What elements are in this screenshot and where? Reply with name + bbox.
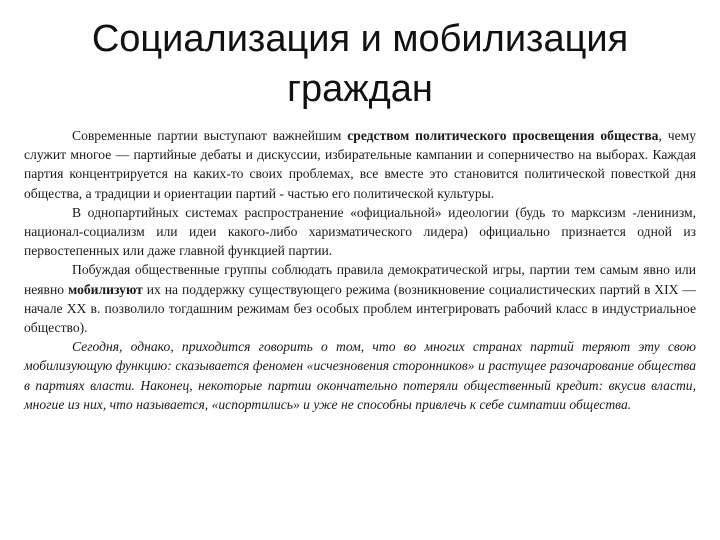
title-line-1: Социализация и мобилизация (91, 18, 629, 60)
paragraph-text: их на поддержку существующего режима (возникновение социалистических партий в XIX — начале XX в. позволило тогдашним режимам без особых проблем интегрировать рабочий класс в индустриальное общество). (24, 281, 697, 336)
paragraph-text: В однопартийных системах распространение «официальной» идеологии (будь то марксизм -ленинизм, национал-социализм или идеи какого-либо харизматического лидера) официально признается одной из первостепенных или даже главной функцией партии. (24, 204, 696, 259)
slide-title (0, 14, 720, 114)
emphasis-text: средством политического просвещения общества (347, 128, 659, 143)
emphasis-text: мобилизуют (68, 281, 143, 297)
paragraph-education (24, 126, 696, 203)
paragraph-text: , чему служит многое — партийные дебаты и дискуссии, избирательные кампании и соперничество на выборах. Каждая партия концентрируется на каких-то своих проблемах, все вместе это становится политической повесткой дня общества, а традиции и ориентации партий - частью его политической культуры. (24, 128, 696, 201)
paragraph-mobilization (24, 260, 696, 337)
paragraph-one-party (24, 203, 696, 261)
paragraph-text: Современные партии выступают важнейшим (72, 128, 348, 143)
paragraph-today (24, 337, 696, 414)
paragraph-text: Побуждая общественные группы соблюдать правила демократической игры, партии тем самым явно или неявно (24, 262, 696, 297)
paragraph-text: Сегодня, однако, приходится говорить о том, что во многих странах партий теряют эту свою мобилизующую функцию: сказывается феномен «исчезновения сторонников» и растущее разочарование общества в партиях власти. Наконец, некоторые партии окончательно потеряли общественный кредит: вкусив власти, многие из них, что называется, «испортились» и уже не способны привлечь к себе симпатии общества. (24, 339, 696, 412)
title-line-2: граждан (287, 68, 433, 110)
slide-body (24, 126, 696, 414)
